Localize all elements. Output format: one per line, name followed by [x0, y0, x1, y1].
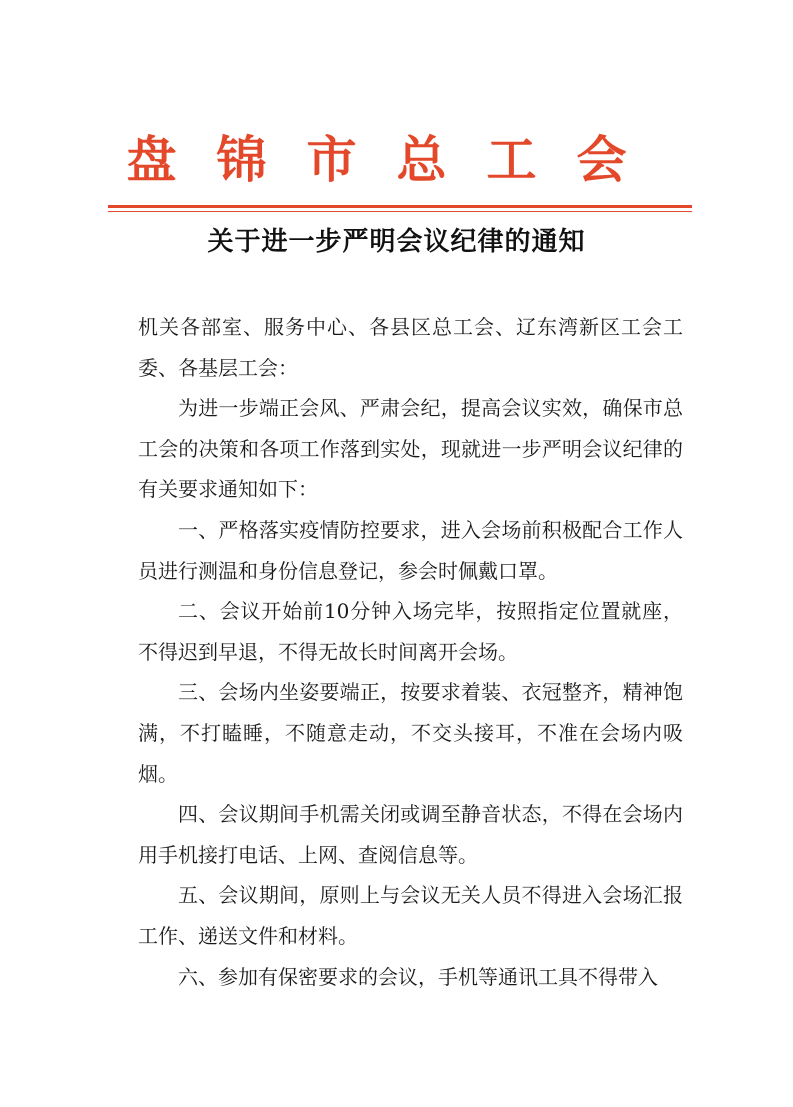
item-paragraph-3: 三、会场内坐姿要端正，按要求着装、衣冠整齐，精神饱满，不打瞌睡，不随意走动，不交头接耳，不准在会场内吸烟。 [138, 680, 683, 786]
item-paragraph-5: 五、会议期间，原则上与会议无关人员不得进入会场汇报工作、递送文件和材料。 [138, 883, 683, 948]
item-paragraph-2: 二、会议开始前10分钟入场完毕，按照指定位置就座，不得迟到早退，不得无故长时间离开会场。 [138, 599, 683, 664]
item-paragraph-6: 六、参加有保密要求的会议，手机等通讯工具不得带入 [178, 964, 658, 989]
recipients-paragraph: 机关各部室、服务中心、各县区总工会、辽东湾新区工会工委、各基层工会： [138, 315, 683, 380]
item-paragraph-4: 四、会议期间手机需关闭或调至静音状态，不得在会场内用手机接打电话、上网、查阅信息等。 [138, 802, 683, 867]
letterhead-rule-thick [108, 205, 692, 208]
notice-title: 关于进一步严明会议纪律的通知 [207, 227, 586, 257]
intro-paragraph: 为进一步端正会风、严肃会纪，提高会议实效，确保市总工会的决策和各项工作落到实处，现就进一步严明会议纪律的有关要求通知如下： [138, 396, 683, 502]
letterhead-title: 盘锦市总工会 [126, 130, 667, 189]
notice-body [138, 307, 683, 997]
item-paragraph-1: 一、严格落实疫情防控要求，进入会场前积极配合工作人员进行测温和身份信息登记，参会时佩戴口罩。 [138, 517, 683, 583]
letterhead-rule-thin [108, 211, 692, 212]
